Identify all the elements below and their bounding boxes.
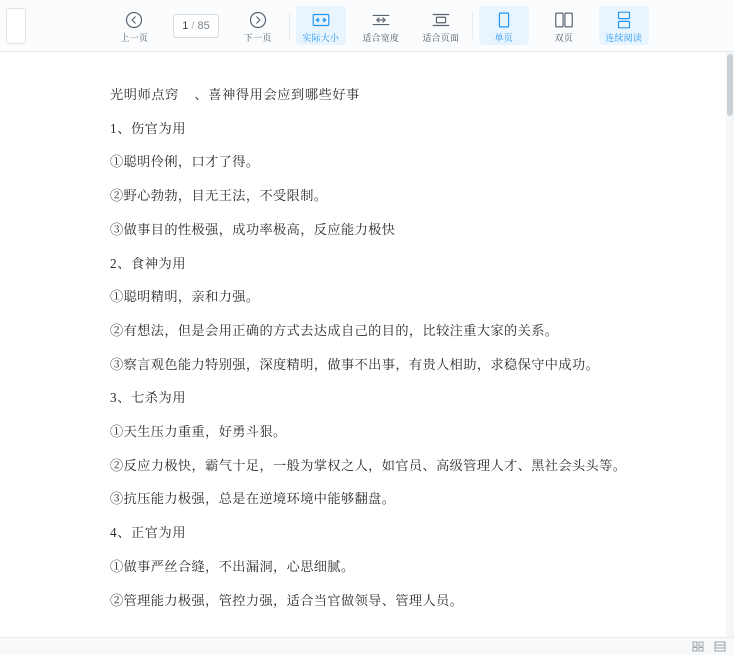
page-separator: / [191, 19, 195, 32]
toolbar-divider-1 [289, 13, 290, 39]
double-page-icon [553, 9, 575, 31]
double-page-label: 双页 [554, 33, 573, 43]
document-line: 4、正官为用 [110, 525, 187, 541]
document-line: ②反应力极快，霸气十足，一般为掌权之人，如官员、高级管理人才、黑社会头头等。 [110, 457, 627, 473]
document-line: ①聪明伶俐，口才了得。 [110, 154, 260, 170]
document-page [0, 52, 734, 637]
document-line: ①聪明精明，亲和力强。 [110, 289, 260, 305]
document-line: ②野心勃勃，目无王法，不受限制。 [110, 188, 328, 204]
vertical-scrollbar[interactable] [726, 52, 734, 637]
document-line: ③抗压能力极强，总是在逆境环境中能够翻盘。 [110, 491, 396, 507]
grid-view-icon[interactable] [692, 641, 704, 652]
toolbar-divider-2 [472, 13, 473, 39]
fit-width-label: 适合宽度 [362, 33, 400, 43]
continuous-scroll-label: 连续阅读 [605, 33, 643, 43]
toolbar-left-stub[interactable] [6, 8, 26, 44]
single-page-label: 单页 [494, 33, 513, 43]
page-total: 85 [197, 19, 210, 32]
document-line: ②有想法，但是会用正确的方式去达成自己的目的，比较注重大家的关系。 [110, 322, 559, 338]
toolbar-zoom-group [296, 6, 466, 45]
actual-size-button[interactable] [296, 6, 346, 45]
document-line: ③察言观色能力特别强，深度精明，做事不出事，有贵人相助，求稳保守中成功。 [110, 356, 600, 372]
continuous-scroll-icon [613, 9, 635, 31]
fit-page-icon [430, 9, 452, 31]
page-indicator-box[interactable] [173, 14, 218, 38]
document-line: ②管理能力极强，管控力强，适合当官做领导、管理人员。 [110, 592, 464, 608]
next-page-label: 下一页 [243, 33, 272, 43]
toolbar [0, 0, 734, 52]
prev-page-label: 上一页 [120, 33, 149, 43]
scrollbar-thumb[interactable] [727, 54, 733, 116]
document-line: 光明师点窍 、喜神得用会应到哪些好事 [110, 87, 360, 102]
prev-page-button[interactable] [109, 6, 159, 45]
toolbar-navigation-group [109, 6, 282, 45]
toolbar-layout-group [479, 6, 649, 45]
double-page-button[interactable] [539, 6, 589, 45]
actual-size-icon [310, 9, 332, 31]
actual-size-label: 实际大小 [302, 33, 340, 43]
chevron-right-circle-icon [247, 9, 269, 31]
list-view-icon[interactable] [714, 641, 726, 652]
status-bar [0, 637, 734, 655]
fit-page-label: 适合页面 [422, 33, 460, 43]
document-line: ③做事目的性极强，成功率极高，反应能力极快 [110, 221, 396, 237]
chevron-left-circle-icon [123, 9, 145, 31]
document-line: 2、食神为用 [110, 255, 187, 271]
page-current: 1 [182, 19, 189, 32]
page-indicator[interactable] [173, 14, 218, 38]
document-line: 3、七杀为用 [110, 390, 187, 406]
fit-width-button[interactable] [356, 6, 406, 45]
fit-page-button[interactable] [416, 6, 466, 45]
document-viewport[interactable] [0, 52, 734, 637]
document-line: ①做事严丝合缝，不出漏洞，心思细腻。 [110, 558, 355, 574]
next-page-button[interactable] [233, 6, 283, 45]
single-page-button[interactable] [479, 6, 529, 45]
document-line: 1、伤官为用 [110, 120, 187, 136]
document-line: ①天生压力重重，好勇斗狠。 [110, 424, 287, 440]
single-page-icon [493, 9, 515, 31]
continuous-scroll-button[interactable] [599, 6, 649, 45]
fit-width-icon [370, 9, 392, 31]
